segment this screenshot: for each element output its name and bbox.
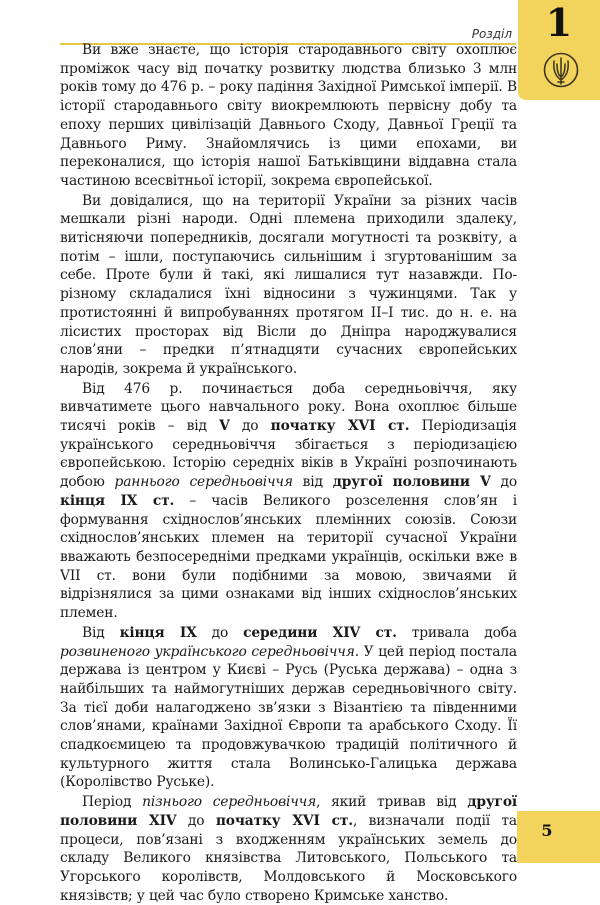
section-label: Розділ (471, 27, 512, 41)
text-run: , який тривав від (316, 794, 468, 811)
bold-term: початку XVI ст. (270, 418, 410, 435)
bold-term: середини XIV ст. (243, 624, 397, 641)
page-number: 5 (541, 821, 553, 840)
bold-term: кінця IX (119, 624, 197, 641)
text-run: Від 476 р. починається доба середньовіччя, яку вивчатимете цього навчального року. Вона охоплює більше тисячі років – від (60, 380, 517, 435)
text-run: Від (82, 624, 120, 641)
text-run: – часів Великого розселення слов’ян і формування східнослов’янських племінних союзів. Союзи східнослов’янських племен на території сучасної України вважають безпосередніми предками українців, оскільки вже в VII ст. вони були подібними за мовою, звичаями й відрізнялися за цими ознаками від інших східнослов’янських племен. (60, 492, 517, 622)
trident-emblem-icon (543, 50, 579, 90)
italic-term: розвиненого українського середньовіччя (60, 643, 355, 660)
text-run: тривала доба (396, 624, 517, 641)
bold-term: V (219, 418, 230, 435)
paragraph (60, 380, 517, 623)
text-run: від (292, 474, 333, 491)
text-run: . У цей період постала держава із центром у Києві – Русь (Руська держава) – одна з найбільших та наймогутніших держав середньовічного світу. За тієї доби налагоджено зв’язки з Візантією та південними слов’янами, країнами Західної Європи та арабського Сходу. Її спадкоємицею та продовжувачкою традицій політичного й культурного життя стала Волинсько-Галицька держава (Королівство Руське). (60, 643, 517, 791)
text-run: Ви довідалися, що на території України за різних часів мешкали різні народи. Одні племена приходили здалеку, витісняючи попередників, досягали могутності та розквіту, а потім – ішли, поступаючись сильнішим і згуртованішим за себе. Проте були й такі, які лишалися тут назавжди. По-різному складалися їхні відносини з чужинцями. Так у протистоянні й випробуваннях протягом II–I тис. до н. е. на лісистих просторах від Вісли до Дніпра народжувалися слов’яни – предки п’ятнадцяти сучасних європейських народів, зокрема й українського. (60, 192, 517, 377)
page-number-tab (517, 811, 600, 863)
bold-term: кінця IX ст. (60, 492, 175, 509)
text-run: Період (82, 794, 143, 811)
italic-term: раннього середньовіччя (114, 474, 293, 491)
text-run: , визначали події та процеси, пов’язані з входженням українських земель до складу Великого князівства Литовського, Польського та Угорського королівств, Молдовського й Московського князівств; у цей час було створено Кримське ханство. (60, 812, 517, 904)
text-run: Періодизація українського середньовіччя збігається з періодизацією європейською. Історію середніх віків в Україні розпочинають добою (60, 418, 517, 491)
italic-term: пізнього середньовіччя (142, 794, 317, 811)
bold-term: початку XVI ст. (215, 812, 353, 829)
text-run: до (229, 418, 271, 435)
bold-term: другої половини XIV (60, 794, 517, 829)
text-run: до (490, 474, 517, 491)
bold-term: другої половини V (332, 474, 491, 491)
paragraph (60, 624, 517, 792)
chapter-tab (518, 0, 600, 100)
paragraph (60, 192, 517, 379)
text-run: до (176, 812, 216, 829)
paragraph (60, 793, 517, 905)
paragraph (60, 41, 517, 191)
body-text (60, 41, 517, 905)
chapter-number: 1 (545, 0, 573, 45)
text-run: до (196, 624, 244, 641)
text-run: Ви вже знаєте, що історія стародавнього світу охоплює проміжок часу від початку розвитку людства близько 3 млн років тому до 476 р. – року падіння Західної Римської імперії. В історії стародавнього світу виокремлюють первісну добу та епоху перших цивілізацій Давнього Сходу, Давньої Греції та Давнього Риму. Знайомлячись із цими епохами, ви переконалися, що історія нашої Батьківщини віддавна стала частиною всесвітньої історії, зокрема європейської. (60, 42, 517, 189)
